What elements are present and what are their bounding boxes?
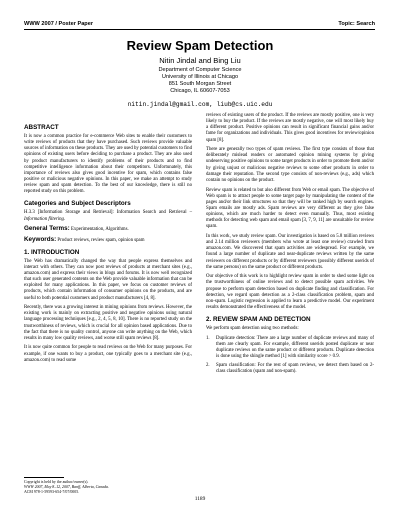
running-header-left: WWW 2007 / Poster Paper <box>24 21 94 27</box>
body-paragraph: Our objective of this work is to highlight review spam in order to shed some light on the trustworthiness of online reviews and to detect possible spam activities. We propose to perform spam detection based on duplicate finding and classification. For detection, we regard spam detection as a 2-class classification problem, spam and non-spam. Logistic regression is applied to learn a predictive model. Our experiment results demonstrated the effectiveness of the model. <box>206 274 374 311</box>
page-number: 1189 <box>194 496 206 502</box>
body-paragraph: There are generally two types of spam reviews. The first type consists of those that deliberately mislead readers or automated opinion mining systems by giving undeserving positive opinions to some target products in order to promote them and/or by giving unjust or malicious negative reviews to some other products in order to damage their reputation. The second type consists of non-reviews (e.g., ads) which contain no opinions on the product. <box>206 147 374 183</box>
paper-title: Review Spam Detection <box>126 38 274 53</box>
copyright-line: ACM 978-1-59593-654-7/07/0005. <box>24 490 80 494</box>
copyright-line: WWW 2007, May 8–12, 2007, Banff, Alberta, Canada. <box>24 485 109 489</box>
list-item <box>206 336 374 361</box>
running-header-right: Topic: Search <box>338 21 375 27</box>
list-number: 1. <box>206 335 210 341</box>
abstract-heading: ABSTRACT <box>24 124 59 131</box>
affiliation-line: Department of Computer Science <box>158 67 242 73</box>
body-paragraph: In this work, we study review spam. Our investigation is based on 5.8 million reviews and 2.14 million reviewers (members who wrote at least one review) crawled from amazon.com. We discovered that spam activities are widespread. For example, we found a large number of duplicate and near-duplicate reviews written by the same reviewers on different products or by different reviewers (possibly different userids of the same persons) on the same product or different products. <box>206 233 374 270</box>
categories-text <box>24 210 192 222</box>
footnote-rule <box>24 477 64 478</box>
body-paragraph: Review spam is related to but also different from Web or email spam. The objective of Web spam is to attract people to some target page by manipulating the content of the pages and/or their link structures so that they will be ranked high by search engines. Spam emails are mostly ads. Spam reviews are very different as they give false opinions, which are much harder to detect even manually. Thus, most existing methods for detecting web spam and email spam [3, 7, 9, 11] are unsuitable for review spam. <box>206 187 374 230</box>
list-text: Duplicate detection: There are a large number of duplicate reviews and many of them are clearly spam. For example, different userids posted duplicate or near duplicate reviews on the same product or different products. Duplicate detection is done using the shingle method [1] with similarity score > 0.9. <box>216 335 374 360</box>
section-2-heading: 2. REVIEW SPAM AND DETECTION <box>206 316 311 324</box>
affiliation-line: Chicago, IL 60607-7053 <box>170 88 230 94</box>
general-terms-text: Experimentation, Algorithms. <box>70 227 129 233</box>
affiliation-line: University of Illinois at Chicago <box>161 74 239 80</box>
list-item <box>206 363 374 375</box>
author-emails: nitin.jindal@gmail.com, liub@cs.uic.edu <box>127 101 273 108</box>
copyright-line: Copyright is held by the author/owner(s). <box>24 480 89 484</box>
paper-authors: Nitin Jindal and Bing Liu <box>159 56 241 65</box>
body-paragraph: Recently, there was a growing interest in mining opinions from reviews. However, the existing work is mainly on extracting positive and negative opinions using natural language processing techniques [e.g., 2, 4, 5, 8, 10]. There is no reported study on the trustworthiness of reviews, which is crucial for all opinion based applications. Due to the fact that there is no quality control, anyone can write anything on the Web, which results in many low quality reviews, and worse still spam reviews [8]. <box>24 305 192 341</box>
keywords-heading: Keywords: <box>24 235 57 243</box>
abstract-text: It is now a common practice for e-commerce Web sites to enable their customers to write reviews of products that they have purchased. Such reviews provide valuable sources of information on these products. They are used by potential customers to find opinions of existing users before deciding to purchase a product. They are also used by product manufacturers to identify problems of their products and to find competitive intelligence information about their competitors. Unfortunately, this importance of reviews also gives good incentive for spam, which contains false positive or malicious negative opinions. In this paper, we make an attempt to study review spam and spam detection. To the best of our knowledge, there is still no reported study on this problem. <box>24 133 192 195</box>
left-column <box>24 119 192 367</box>
body-paragraph: It is now quite common for people to read reviews on the Web for many purposes. For example, if one wants to buy a product, one typically goes to a merchant site (e.g., amazon.com) to read some <box>24 345 192 363</box>
section-2-intro: We perform spam detection using two methods: <box>206 326 299 332</box>
introduction-heading: 1. INTRODUCTION <box>24 248 80 256</box>
list-number: 2. <box>206 363 210 369</box>
header-rule <box>24 29 375 30</box>
body-paragraph: reviews of existing users of the product. If the reviews are mostly positive, one is very likely to buy the product. If the reviews are mostly negative, one will most likely buy a different product. Positive opinions can result in significant financial gains and/or fame for organizations and individuals. This gives good incentives for review/opinion spam [8]. <box>206 113 374 143</box>
keywords-text: Product reviews, review spam, opinion spam <box>57 237 145 243</box>
keywords <box>24 237 192 244</box>
general-terms <box>24 226 192 233</box>
copyright-notice <box>24 480 192 495</box>
general-terms-heading: General Terms: <box>24 225 70 233</box>
categories-code: H.3.3 [Information Storage and Retrieval]: Information Search and Retrieval – <box>24 210 192 216</box>
author-affiliation <box>0 67 400 95</box>
categories-heading: Categories and Subject Descriptors <box>24 200 131 208</box>
right-column <box>206 113 374 379</box>
categories-topic: Information filtering. <box>24 216 66 222</box>
body-paragraph: The Web has dramatically changed the way that people express themselves and interact with others. They can now post reviews of products at merchant sites (e.g., amazon.com) and express their views in blogs and forums. It is now well recognized that such user generated contents on the Web provide valuable information that can be exploited for many applications. In this paper, we focus on customer reviews of products, which contain information of consumer opinions on the products, and are useful to both potential customers and product manufacturers [4, 8]. <box>24 258 192 301</box>
affiliation-line: 851 South Morgan Street <box>168 81 232 87</box>
list-text: Spam classification: For the rest of spam reviews, we detect them based on 2-class classification (spam and non-spam). <box>216 363 374 375</box>
